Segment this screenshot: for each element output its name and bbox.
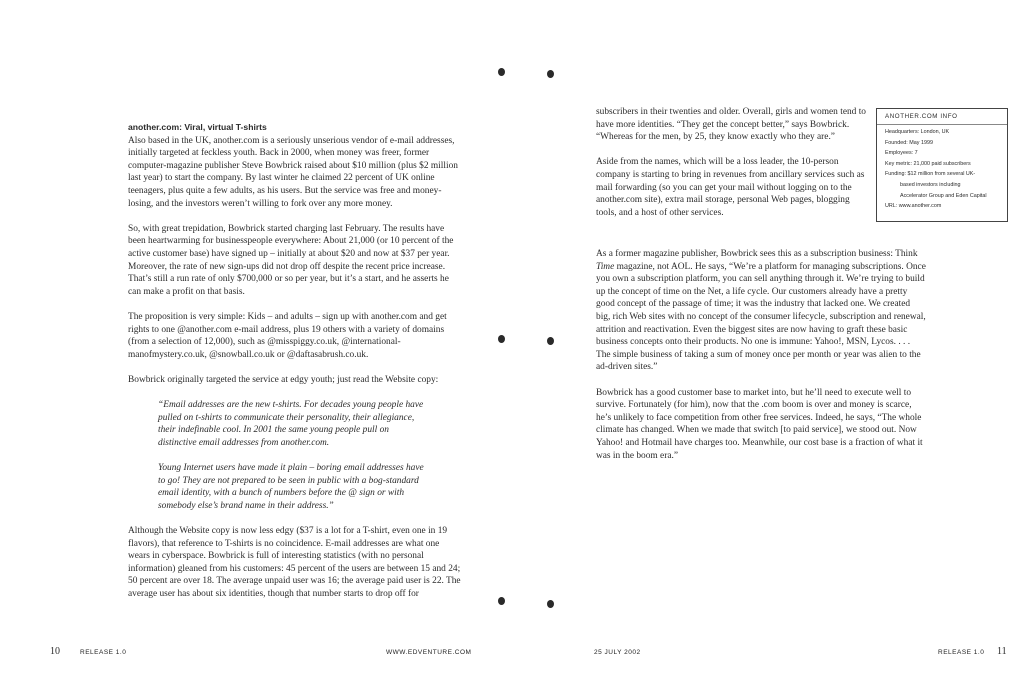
website-footer: WWW.EDVENTURE.COM [386, 649, 472, 656]
binder-hole [498, 335, 505, 343]
paragraph [596, 248, 926, 374]
block-quote: Young Internet users have made it plain – boring email addresses have to go! They are not prepared to be seen in public with a bog-standard email identity, with a bunch of numbers before the @ sign or with somebody else’s brand name in their address.” [158, 463, 424, 511]
info-key-metric: Key metric: 21,000 paid subscribers [885, 160, 971, 167]
binder-hole [498, 68, 505, 76]
binder-hole [498, 597, 505, 605]
paragraph: Bowbrick has a good customer base to market into, but he’ll need to execute well to survive. Fortunately (for him), now that the .com boom is over and money is scarce, he’s unlikely to face competition from other free services. Indeed, he says, “The whole climate has changed. When we made that switch [to paid service], we stood out. Now Yahoo! and Hotmail have charges too. Meanwhile, our cost base is a fraction of what it was in the boom era.” [596, 387, 923, 461]
paragraph: So, with great trepidation, Bowbrick started charging last February. The results have been heartwarming for businesspeople everywhere: About 21,000 (or 10 percent of the active customer base) have signed up – initially at about $20 and now at $37 per year. Moreover, the rate of new sign-ups did not drop off despite the recent price increase. That’s still a run rate of only $700,000 or so per year, but it’s a start, and he asserts he can make a profit on that basis. [128, 223, 454, 297]
info-box-title: ANOTHER.COM INFO [877, 109, 1007, 125]
right-release-label: RELEASE 1.0 [938, 649, 985, 656]
binder-hole [547, 70, 554, 78]
info-url: URL: www.another.com [885, 203, 942, 210]
company-info-box [876, 108, 1008, 222]
paragraph-text: As a former magazine publisher, Bowbrick sees this as a subscription business: Think [596, 249, 918, 259]
paragraph: Aside from the names, which will be a loss leader, the 10-person company is starting to bring in revenues from ancillary services such as mail forwarding (so you can get your mail without logging on to the another.com site), extra mail storage, personal Web pages, blogging tools, and a host of other services. [596, 157, 865, 218]
left-article-column [128, 121, 462, 613]
paragraph-text: magazine, not AOL. He says, “We’re a platform for managing subscriptions. Once you own a subscription platform, you can sell anything through it. We’re trying to build up the concept of time on the Net, a life cycle. Our customers already have a pretty good concept of the passage of time; it was the industry that lacked one. We created big, rich Web sites with no concept of the consumer lifecycle, subscription and renewal, attrition and reactivation. Even the biggest sites are now having to graft these basic business concepts onto their products. No one is immune: Yahoo!, MSN, Lycos. . . . The simple business of taking a sum of money once per month or year was alien to the ad-driven sites.” [596, 261, 926, 373]
paragraph: Also based in the UK, another.com is a seriously unserious vendor of e-mail addresses, initially targeted at feckless youth. Back in 2000, when money was freer, former computer-magazine publisher Steve Bowbrick raised about $10 million (plus $2 million last year) to start the company. By last winter he claimed 22 percent of UK online teenagers, plus quite a few adults, as his users. But the service was free and money-losing, and the investors weren’t willing to fork over any more money. [128, 135, 458, 209]
left-page-number: 10 [50, 646, 60, 657]
right-article-column [596, 248, 926, 475]
magazine-title: Time [596, 261, 615, 272]
section-heading: another.com: Viral, virtual T-shirts [128, 122, 267, 132]
info-employees: Employees: 7 [885, 150, 918, 157]
paragraph: subscribers in their twenties and older. Overall, girls and women tend to have more identities. “They get the concept better,” says Bowbrick. “Whereas for the men, by 25, they know exactly who they are.” [596, 107, 866, 143]
info-funding: Funding: $12 million from several UK- [885, 171, 976, 178]
paragraph: Bowbrick originally targeted the service at edgy youth; just read the Website copy: [128, 374, 439, 385]
issue-date: 25 JULY 2002 [594, 649, 641, 656]
right-article-column-top [596, 106, 868, 232]
info-funding-cont: Accelerator Group and Eden Capital [900, 192, 987, 199]
binder-hole [547, 337, 554, 345]
paragraph: Although the Website copy is now less edgy ($37 is a lot for a T-shirt, even one in 19 flavors), that reference to T-shirts is no coincidence. E-mail addresses are what one wears in cyberspace. Bowbrick is full of interesting statistics (with no personal information) gleaned from his customers: 45 percent of the users are between 15 and 24; 50 percent are over 18. The average unpaid user was 16; the average paid user is 22. The average user has about six identities, though that number starts to drop off for [128, 526, 461, 599]
block-quote: “Email addresses are the new t-shirts. For decades young people have pulled on t-shirts to communicate their personality, their allegiance, their indefinable cool. In 2001 the same young people pull on distinctive email addresses from another.com. [158, 400, 424, 448]
left-release-label: RELEASE 1.0 [80, 649, 127, 656]
info-funding-cont: based investors including [900, 181, 961, 188]
paragraph: The proposition is very simple: Kids – and adults – sign up with another.com and get rights to one @another.com e-mail address, plus 19 others with a variety of domains (from a selection of 12,000), such as @misspiggy.co.uk, @international-manofmystery.co.uk, @snowball.co.uk or @daftasabrush.co.uk. [128, 311, 447, 360]
right-page-number: 11 [997, 646, 1007, 657]
info-headquarters: Headquarters: London, UK [885, 129, 950, 135]
info-founded: Founded: May 1999 [885, 139, 933, 146]
binder-hole [547, 600, 554, 608]
